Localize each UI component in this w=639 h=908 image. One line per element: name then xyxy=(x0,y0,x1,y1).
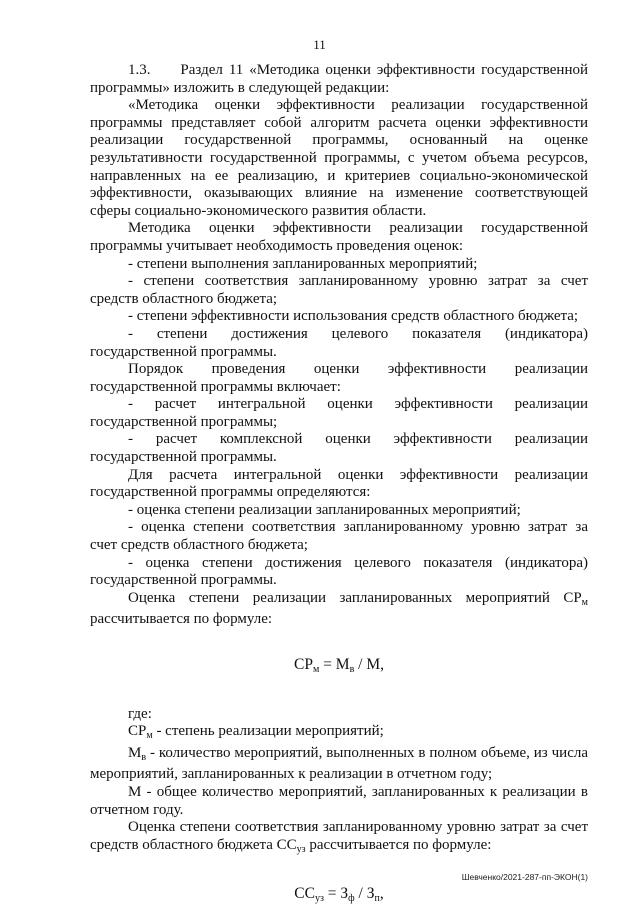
list-item: - оценка степени соответствия запланированному уровню затрат за счет средств областного бюджета; xyxy=(90,519,588,554)
list-item: - оценка степени реализации запланированных мероприятий; xyxy=(128,501,521,518)
formula: $СС_{уз} = З_ф / З_п$, xyxy=(294,885,384,905)
definition: М - общее количество мероприятий, запланированных к реализации в отчетном году. xyxy=(90,783,588,818)
section-heading-tail: программы» изложить в следующей редакции: xyxy=(90,79,390,96)
list-item: - расчет интегральной оценки эффективности реализации государственной программы; xyxy=(90,396,588,430)
definition: $СР_м$ - степень реализации мероприятий; xyxy=(128,723,384,742)
list-item: - оценка степени достижения целевого показателя (индикатора) государственной программы. xyxy=(90,554,588,589)
section-heading-text: Раздел 11 «Методика оценки эффективности государственной xyxy=(180,62,588,78)
list-item: - расчет комплексной оценки эффективности реализации государственной программы. xyxy=(90,431,588,466)
definition: $М_в$ - количество мероприятий, выполненных в полном объеме, из числа мероприятий, запланированных к реализации в отчетном году; xyxy=(90,744,588,783)
paragraph: Оценка степени соответствия запланированному уровню затрат за счет средств областного бюджета $СС_{уз}$ рассчитывается по формуле: xyxy=(90,819,588,855)
page-number: 11 xyxy=(313,37,326,52)
list-item: - степени эффективности использования средств областного бюджета; xyxy=(128,308,579,325)
list-item: - степени соответствия запланированному уровню затрат за счет средств областного бюджета; xyxy=(90,273,588,307)
paragraph: Оценка степени реализации запланированных мероприятий $СР_м$ xyxy=(128,589,588,608)
paragraph: Методика оценки эффективности реализации государственной программы учитывает необходимость проведения оценок: xyxy=(90,220,588,254)
where-label: где: xyxy=(128,705,152,722)
list-item: - степени выполнения запланированных мероприятий; xyxy=(128,255,478,272)
paragraph: «Методика оценки эффективности реализации государственной программы представляет собой алгоритм расчета оценки эффективности реализации государственной программы, основанный на оценке результативности государственной программы, с учетом объема ресурсов, направленных на ее реализацию, и критериев социально-экономической эффективности, оказывающих влияние на изменение соответствующей сферы социально-экономического развития области. xyxy=(90,97,588,219)
section-heading xyxy=(90,62,588,80)
list-item: - степени достижения целевого показателя (индикатора) государственной программы. xyxy=(90,325,588,360)
document-footer-code: Шевченко/2021-287-пп-ЭКОН(1) xyxy=(461,872,588,882)
paragraph: Для расчета интегральной оценки эффективности реализации государственной программы определяются: xyxy=(90,466,588,501)
document-body xyxy=(90,62,588,908)
formula: $СР_м = М_в / М$, xyxy=(293,656,385,675)
section-number: 1.3. xyxy=(128,62,151,78)
paragraph: Порядок проведения оценки эффективности реализации государственной программы включает: xyxy=(90,361,588,395)
paragraph-tail: рассчитывается по формуле: xyxy=(90,611,273,628)
